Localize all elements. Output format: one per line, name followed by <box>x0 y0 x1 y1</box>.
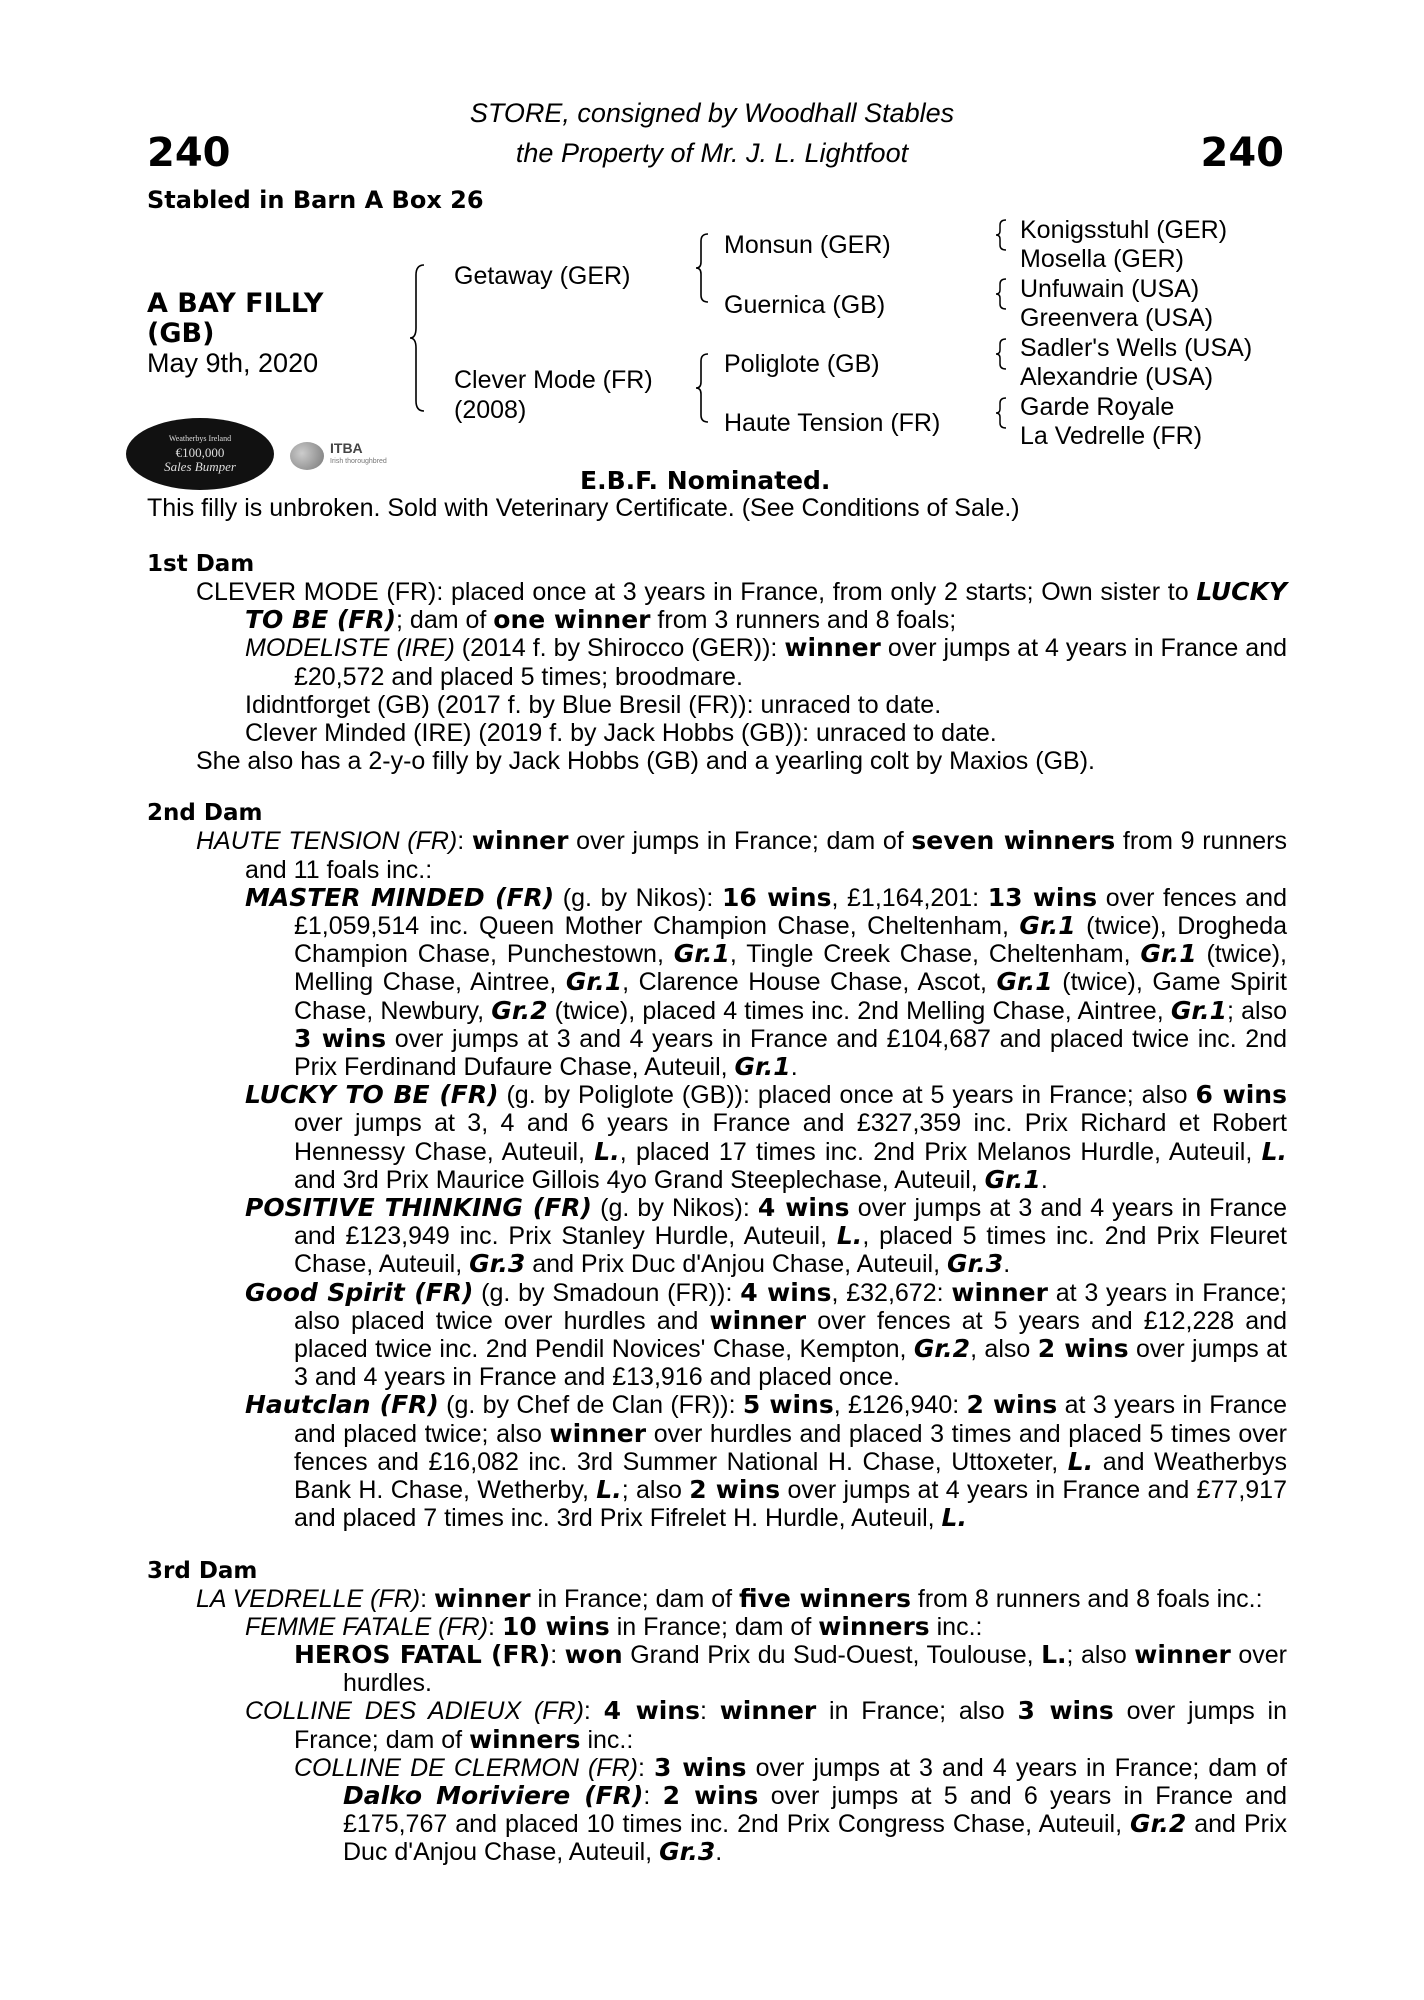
entry-text: CLEVER MODE (FR): placed once at 3 years in France, from only 2 starts; Own sister to <box>196 578 1197 606</box>
pedigree-ggp-8: La Vedrelle (FR) <box>1020 422 1203 450</box>
entry-text: ; also <box>1227 996 1287 1025</box>
pedigree-ggp-3: Unfuwain (USA) <box>1020 275 1200 303</box>
entry-text: (g. by Nikos): <box>554 883 722 912</box>
entry-text: from 8 runners and 8 foals inc.: <box>910 1584 1263 1613</box>
entry-text: (g. by Nikos): <box>591 1194 758 1223</box>
entry-text: Gr.1 <box>1019 911 1076 941</box>
entry-text: won <box>564 1639 623 1669</box>
entry-text: Dalko Moriviere (FR) <box>343 1780 644 1810</box>
entry-text: over jumps at 3 and 4 years in France and £123,949 inc. Prix Stanley Hurdle, Auteuil, <box>294 1194 1287 1251</box>
pedigree-dam-sire: Poliglote (GB) <box>724 350 880 378</box>
entry-text: L. <box>594 1136 620 1166</box>
entry-text: and Weatherbys Bank H. Chase, Wetherby, <box>294 1447 1287 1505</box>
pedigree-ggp-7: Garde Royale <box>1020 393 1175 421</box>
entry-text: L. <box>1067 1446 1094 1476</box>
pedigree-ggp-4: Greenvera (USA) <box>1020 304 1214 332</box>
entry-text: ; also <box>621 1476 690 1505</box>
entry-text: L. <box>1261 1136 1288 1166</box>
entry-text: , Clarence House Chase, Ascot, <box>622 968 997 997</box>
pedigree-ggp-6: Alexandrie (USA) <box>1020 363 1214 391</box>
entry-text: (twice), Drogheda Champion Chase, Punchestown, <box>294 912 1287 969</box>
entry-text: over jumps at 4 years in France and £77,917 and placed 7 times inc. 3rd Prix Fifrelet H. Hurdle, Auteuil, <box>294 1476 1287 1533</box>
entry-text: Ididntforget (GB) (2017 f. by Blue Bresil (FR)): unraced to date. <box>245 690 942 719</box>
entry-text: in France; dam of <box>530 1584 740 1613</box>
entry-text: , also <box>970 1335 1038 1364</box>
section-title: 3rd Dam <box>147 1557 258 1584</box>
entry-text: and 3rd Prix Maurice Gillois 4yo Grand Steeplechase, Auteuil, <box>294 1165 985 1194</box>
entry-text: Gr.1 <box>734 1052 791 1082</box>
pedigree-entry <box>147 578 1287 634</box>
pedigree-entry <box>147 719 1287 747</box>
entry-text: (g. by Poliglote (GB)): placed once at 5 years in France; also <box>498 1081 1196 1110</box>
pedigree-sire-dam: Guernica (GB) <box>724 291 886 319</box>
entry-text: (g. by Chef de Clan (FR)): <box>438 1391 743 1420</box>
entry-text: . <box>1040 1165 1048 1194</box>
date-of-birth: May 9th, 2020 <box>147 348 319 378</box>
entry-text: Grand Prix du Sud-Ouest, Toulouse, <box>622 1640 1042 1669</box>
sales-bumper-logo <box>126 418 274 490</box>
sales-bumper-logo-line2: €100,000 <box>175 445 225 460</box>
entry-text: HAUTE TENSION (FR) <box>196 827 458 856</box>
entry-text: , £32,672: <box>831 1278 952 1307</box>
entry-text: in France; also <box>816 1697 1018 1726</box>
pedigree-brace-dam <box>694 352 710 424</box>
entry-text: over jumps in France; dam of <box>568 827 912 856</box>
stabled-location: Stabled in Barn A Box 26 <box>147 186 484 214</box>
entry-text: over fences and £1,059,514 inc. Queen Mother Champion Chase, Cheltenham, <box>294 883 1287 941</box>
entry-text: 4 wins <box>757 1193 850 1223</box>
entry-text: : <box>420 1584 435 1613</box>
entry-text: 13 wins <box>987 882 1098 912</box>
entry-text: inc.: <box>929 1612 983 1641</box>
itba-logo-subtext: Irish thoroughbred <box>330 458 387 465</box>
entry-text: L. <box>836 1221 863 1251</box>
entry-text: Gr.1 <box>996 967 1053 997</box>
entry-text: and Prix Duc d'Anjou Chase, Auteuil, <box>525 1250 947 1279</box>
entry-text: . <box>1003 1250 1011 1279</box>
pedigree-entry <box>147 1279 1287 1392</box>
horse-name-line2: (GB) <box>147 318 215 349</box>
entry-text: , placed 5 times inc. 2nd Prix Fleuret Chase, Auteuil, <box>294 1222 1287 1279</box>
ebf-nominated: E.B.F. Nominated. <box>580 466 831 495</box>
section-title: 1st Dam <box>147 551 255 577</box>
entry-text: (twice), Melling Chase, Aintree, <box>294 940 1288 997</box>
entry-text: Good Spirit (FR) <box>245 1277 474 1307</box>
pedigree-entry <box>147 1697 1287 1753</box>
section-gap <box>147 1533 1287 1557</box>
entry-text: Gr.2 <box>913 1334 971 1364</box>
entry-text: : <box>643 1781 663 1810</box>
entry-text: Gr.3 <box>659 1837 716 1867</box>
sale-note: This filly is unbroken. Sold with Veterinary Certificate. (See Conditions of Sale.) <box>147 494 1020 522</box>
pedigree-entry <box>147 691 1287 719</box>
entry-text: 4 wins <box>603 1696 700 1726</box>
entry-text: L. <box>1041 1639 1067 1669</box>
itba-logo-text: ITBA <box>330 440 363 456</box>
entry-text: in France; dam of <box>609 1612 819 1641</box>
entry-text: (twice), Game Spirit Chase, Newbury, <box>294 968 1288 1025</box>
pedigree-ggp-2: Mosella (GER) <box>1020 245 1184 273</box>
pedigree-entry <box>147 1754 1287 1867</box>
pedigree-ggp-5: Sadler's Wells (USA) <box>1020 334 1253 362</box>
entry-text: 3 wins <box>294 1023 387 1053</box>
entry-text: over fences at 5 years and £12,228 and placed twice inc. 2nd Pendil Novices' Chase, Kempton, <box>294 1306 1287 1364</box>
consignment-line: STORE, consigned by Woodhall Stables <box>469 98 955 128</box>
entry-text: over jumps at 5 and 6 years in France and £175,767 and placed 10 times inc. 2nd Prix Congress Chase, Auteuil, <box>343 1781 1287 1839</box>
entry-text: winners <box>818 1611 930 1641</box>
entry-text: inc.: <box>580 1725 634 1754</box>
entry-text: , placed 17 times inc. 2nd Prix Melanos Hurdle, Auteuil, <box>619 1137 1262 1166</box>
entry-text: and Prix Duc d'Anjou Chase, Auteuil, <box>343 1810 1287 1867</box>
pedigree-entry <box>147 1613 1287 1641</box>
entry-text: Gr.3 <box>469 1249 526 1279</box>
entry-text: 10 wins <box>501 1611 610 1641</box>
entry-text: 4 wins <box>740 1277 832 1307</box>
entry-text: HEROS FATAL (FR) <box>294 1639 551 1669</box>
entry-text: from 9 runners and 11 foals inc.: <box>245 827 1287 884</box>
entry-text: : <box>550 1640 565 1669</box>
entry-text: MASTER MINDED (FR) <box>245 882 555 912</box>
pedigree-entry <box>147 747 1287 775</box>
entry-text: . <box>715 1838 723 1867</box>
horse-name-line1: A BAY FILLY <box>147 288 324 319</box>
pedigree-brace-g78 <box>994 396 1008 430</box>
entry-text: Hautclan (FR) <box>245 1390 439 1420</box>
entry-text: over jumps at 3 and 4 years in France and £13,916 and placed once. <box>294 1335 1287 1392</box>
entry-text: winner <box>784 633 881 663</box>
entry-text: Gr.1 <box>1170 995 1228 1025</box>
pedigree-ggp-1: Konigsstuhl (GER) <box>1020 216 1228 244</box>
entry-text: L. <box>596 1475 622 1505</box>
entry-text: over jumps in France; dam of <box>294 1697 1287 1754</box>
entry-text: 5 wins <box>742 1390 834 1420</box>
pedigree-sire-sire: Monsun (GER) <box>724 231 891 259</box>
entry-text: 2 wins <box>662 1780 759 1810</box>
pedigree-brace-sire <box>694 232 710 304</box>
entry-text: one winner <box>493 605 651 635</box>
entry-text: Clever Minded (IRE) (2019 f. by Jack Hobbs (GB)): unraced to date. <box>245 719 997 748</box>
sales-bumper-logo-line3: Sales Bumper <box>164 459 236 474</box>
entry-text: : <box>637 1753 654 1782</box>
entry-text: (twice), placed 4 times inc. 2nd Melling Chase, Aintree, <box>547 996 1171 1025</box>
entry-text: winner <box>1134 1639 1231 1669</box>
entry-text: LUCKY TO BE (FR) <box>245 1080 499 1110</box>
pedigree-brace-g34 <box>994 277 1008 311</box>
sales-bumper-logo-line1: Weatherbys Ireland <box>168 434 232 443</box>
lot-number-right: 240 <box>1200 130 1284 176</box>
entry-text: COLLINE DES ADIEUX (FR) <box>245 1697 584 1726</box>
entry-text: from 3 runners and 8 foals; <box>650 606 957 635</box>
pedigree-dam-dam: Haute Tension (FR) <box>724 409 941 437</box>
entry-text: 6 wins <box>1195 1080 1287 1110</box>
entry-text: , £1,164,201: <box>831 883 988 912</box>
entry-text: 2 wins <box>689 1475 781 1505</box>
entry-text: LUCKY TO BE (FR) <box>245 577 1287 635</box>
property-line: the Property of Mr. J. L. Lightfoot <box>515 138 909 168</box>
entry-text: over jumps at 4 years in France and £20,572 and placed 5 times; broodmare. <box>294 634 1287 691</box>
dam-section <box>147 775 1287 1532</box>
pedigree-entry <box>147 1391 1287 1532</box>
entry-text: POSITIVE THINKING (FR) <box>245 1193 592 1223</box>
entry-text: at 3 years in France; also placed twice over hurdles and <box>294 1278 1287 1335</box>
pedigree-brace-g56 <box>994 337 1008 371</box>
entry-text: at 3 years in France and placed twice; also <box>294 1391 1288 1448</box>
entry-text: : <box>488 1612 502 1641</box>
entry-text: over jumps at 3, 4 and 6 years in France and £327,359 inc. Prix Richard et Robert Hennessy Chase, Auteuil, <box>294 1109 1287 1166</box>
pedigree-dam: Clever Mode (FR) <box>454 366 653 394</box>
pedigree-entry <box>147 1641 1287 1697</box>
entry-text: MODELISTE (IRE) <box>245 634 455 663</box>
pedigree-dam-year: (2008) <box>454 396 527 424</box>
entry-text: Gr.2 <box>491 995 548 1025</box>
entry-text: winner <box>719 1696 817 1726</box>
entry-text: Gr.1 <box>984 1164 1041 1194</box>
pedigree-entry <box>147 634 1287 690</box>
section-gap <box>147 775 1287 799</box>
entry-text: 2 wins <box>1037 1334 1129 1364</box>
entry-text: . <box>790 1053 798 1082</box>
pedigree-entry <box>147 1081 1287 1194</box>
entry-text: : <box>457 827 472 856</box>
pedigree-entry <box>147 1585 1287 1613</box>
entry-text: LA VEDRELLE (FR) <box>196 1584 421 1613</box>
lot-number-left: 240 <box>147 130 231 176</box>
entry-text: winner <box>951 1277 1048 1307</box>
pedigree-entry <box>147 884 1287 1081</box>
entry-text: seven winners <box>911 826 1116 856</box>
entry-text: ; dam of <box>396 606 494 635</box>
entry-text: ; also <box>1066 1640 1135 1669</box>
entry-text: winner <box>471 826 569 856</box>
entry-text: over hurdles and placed 3 times and placed 5 times over fences and £16,082 inc. 3rd Summer National H. Chase, Uttoxeter, <box>294 1419 1287 1476</box>
dam-section <box>147 1533 1287 1867</box>
entry-text: L. <box>941 1503 967 1533</box>
entry-text: COLLINE DE CLERMON (FR) <box>294 1753 638 1782</box>
pedigree-entry <box>147 827 1287 883</box>
entry-text: winner <box>549 1418 647 1448</box>
section-title: 2nd Dam <box>147 800 263 827</box>
entry-text: 2 wins <box>966 1390 1058 1420</box>
entry-text: Gr.1 <box>1140 939 1197 969</box>
entry-text: Gr.1 <box>565 967 623 997</box>
entry-text: winner <box>709 1305 807 1335</box>
entry-text: over jumps at 3 and 4 years in France; dam of <box>746 1753 1287 1782</box>
entry-text: over jumps at 3 and 4 years in France and £104,687 and placed twice inc. 2nd Prix Ferdinand Dufaure Chase, Auteuil, <box>294 1024 1287 1082</box>
entry-text: Gr.1 <box>673 939 730 969</box>
horse-name <box>147 289 323 349</box>
entry-text: Gr.3 <box>947 1249 1004 1279</box>
entry-text: She also has a 2-y-o filly by Jack Hobbs (GB) and a yearling colt by Maxios (GB). <box>196 747 1095 776</box>
entry-text: 3 wins <box>1017 1696 1114 1726</box>
entry-text: Gr.2 <box>1130 1809 1187 1839</box>
entry-text: : <box>583 1697 604 1726</box>
entry-text: , £126,940: <box>833 1391 967 1420</box>
entry-text: over hurdles. <box>343 1640 1287 1698</box>
entry-text: winner <box>434 1583 531 1613</box>
dam-sections <box>147 550 1287 1867</box>
pedigree-brace-main <box>408 263 428 413</box>
entry-text: FEMME FATALE (FR) <box>245 1612 489 1641</box>
entry-text: (g. by Smadoun (FR)): <box>473 1278 741 1307</box>
entry-text: five winners <box>739 1583 911 1613</box>
dam-section <box>147 550 1287 775</box>
entry-text: 3 wins <box>653 1752 747 1782</box>
entry-text: : <box>699 1697 720 1726</box>
entry-text: (2014 f. by Shirocco (GER)): <box>454 634 785 663</box>
pedigree-brace-g12 <box>994 218 1008 252</box>
itba-globe-icon <box>290 442 324 470</box>
itba-logo <box>290 440 430 476</box>
pedigree-entry <box>147 1194 1287 1279</box>
pedigree-sire: Getaway (GER) <box>454 262 631 290</box>
entry-text: winners <box>469 1724 581 1754</box>
entry-text: , Tingle Creek Chase, Cheltenham, <box>729 940 1141 969</box>
entry-text: 16 wins <box>721 882 832 912</box>
